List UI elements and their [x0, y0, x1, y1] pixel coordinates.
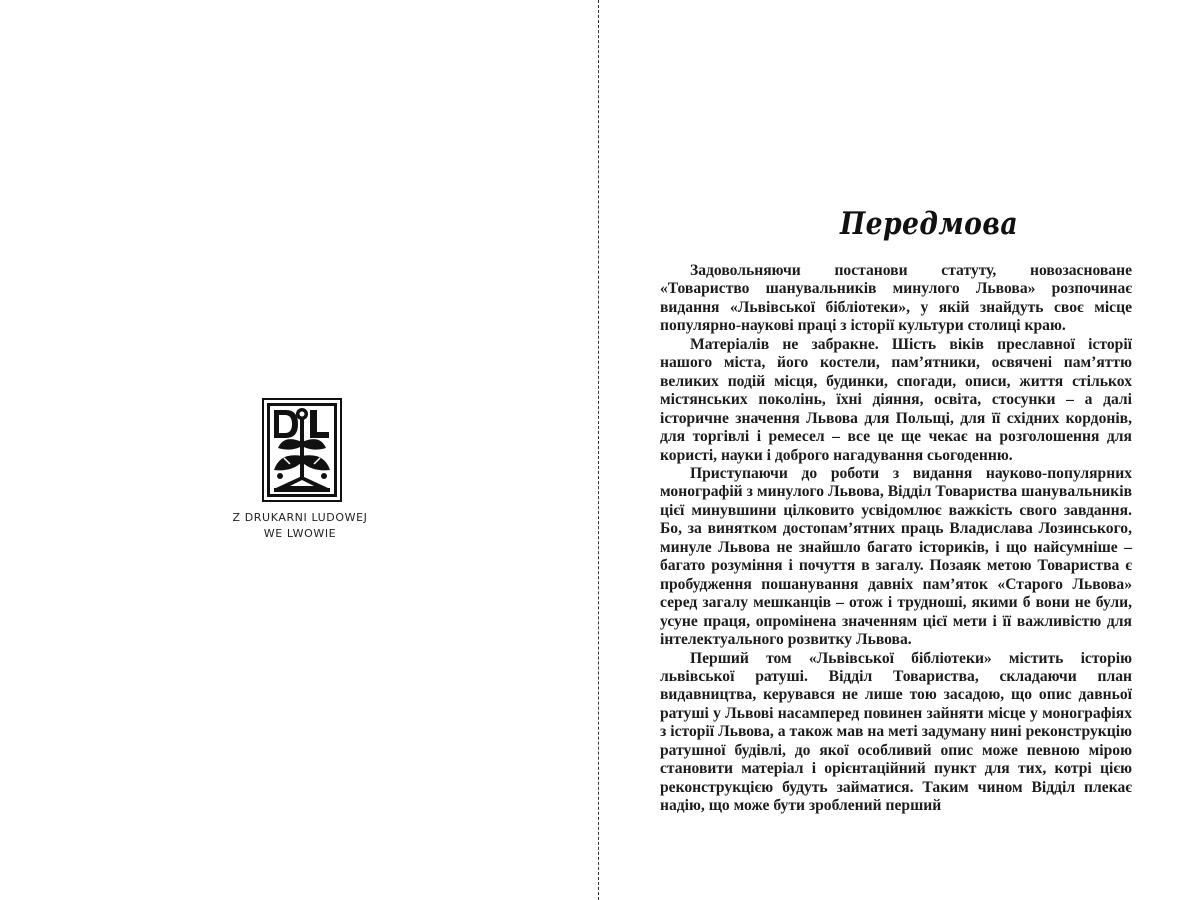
body-text [660, 262, 1132, 816]
printer-mark-line2: WE LWOWIE [263, 527, 337, 540]
right-page [600, 0, 1198, 900]
paragraph: Приступаючи до роботи з видання науково-популярних монографій з минулого Львова, Відділ Товариства шанувальників цієї минувшини цілковито усвідомлює важкість свого завдання. Бо, за винятком достопам’ятних праць Владислава Лозинського, минуле Львова не знайшло багато істориків, і що найсумніше – багато розуміння і почуття в загалу. Позаяк метою Товариства є пробудження пошанування давніх пам’яток «Старого Львова» серед загалу мешканців – отож і трудноші, якими б вони не були, усуне праця, опромінена значенням цієї мети і її важливістю для інтелектуального розвитку Львова. [660, 464, 1132, 649]
printer-emblem-icon [262, 398, 342, 502]
paragraph: Перший том «Львівської бібліотеки» містить історію львівської ратуші. Відділ Товариства, складаючи план видавництва, керувався не лише тою засадою, що опис давньої ратуші у Львові насамперед повинен зайняти місце у монографіях з історії Львова, а також мав на меті задуману нині реконструкцію ратушної будівлі, до якої особливий опис може певною мірою становити матеріал і орієнтаційний пункт для тих, котрі цією реконструкцією будуть займатися. Таким чином Відділ плекає надію, що може бути зроблений перший [660, 649, 1132, 815]
printer-mark-line1: Z DRUKARNI LUDOWEJ [232, 511, 368, 524]
paragraph: Матеріалів не забракне. Шість віків преславної історії нашого міста, його костели, пам’ятники, освячені пам’яттю великих подій місця, будинки, спогади, описи, життя стількох містянських поколінь, їхні діяння, освіта, стосунки – а далі історичне значення Львова для Польщі, для її східних кордонів, для торгівлі і ремесел – все це ще чекає на розголошення для користі, науки і доброго нагадування сьогоденню. [660, 335, 1132, 464]
paragraph: Задовольняючи постанови статуту, новозасноване «Товариство шанувальників минулого Львова» розпочинає видання «Львівської бібліотеки», у якій знайдуть своє місце популярно-наукові праці з історії культури столиці краю. [660, 262, 1132, 335]
left-page [0, 0, 598, 900]
page-fold-divider [598, 0, 599, 900]
printer-mark [200, 510, 400, 542]
page-title: Передмова [839, 206, 1019, 242]
